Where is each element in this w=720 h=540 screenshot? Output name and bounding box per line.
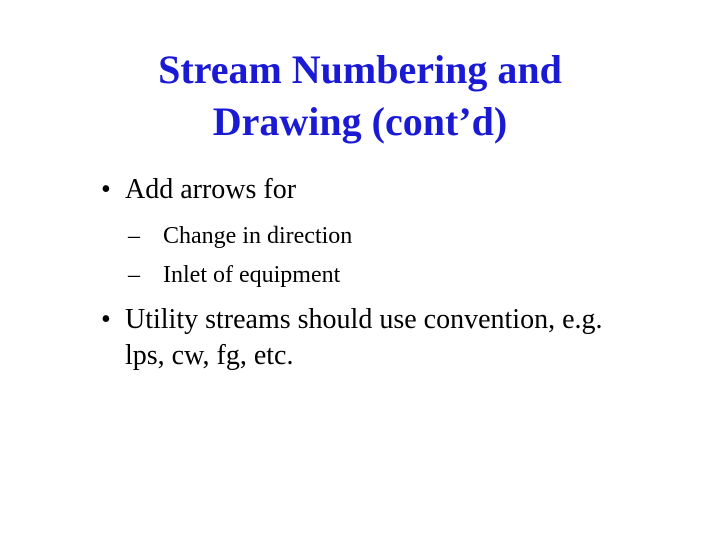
- slide-title: [60, 44, 660, 148]
- bullet-text-line-1: Utility streams should use convention, e.g.: [125, 304, 603, 335]
- bullet-text: Add arrows for: [125, 174, 297, 205]
- subitem-marker: –: [128, 223, 140, 249]
- slide-title-line-1: Stream Numbering and: [158, 47, 562, 92]
- subitem-change-direction: [128, 221, 352, 251]
- subitem-marker: –: [128, 262, 140, 288]
- slide-title-line-2: Drawing (cont’d): [212, 99, 508, 144]
- subitem-inlet-equipment: [128, 260, 340, 290]
- bullet-item-utility-streams: [101, 302, 691, 374]
- bullet-item-add-arrows: [101, 172, 691, 208]
- subitem-text: Inlet of equipment: [163, 262, 341, 288]
- bullet-marker: •: [101, 304, 111, 335]
- bullet-text-line-2: lps, cw, fg, etc.: [125, 340, 294, 371]
- bullet-marker: •: [101, 174, 111, 205]
- subitem-text: Change in direction: [163, 223, 353, 249]
